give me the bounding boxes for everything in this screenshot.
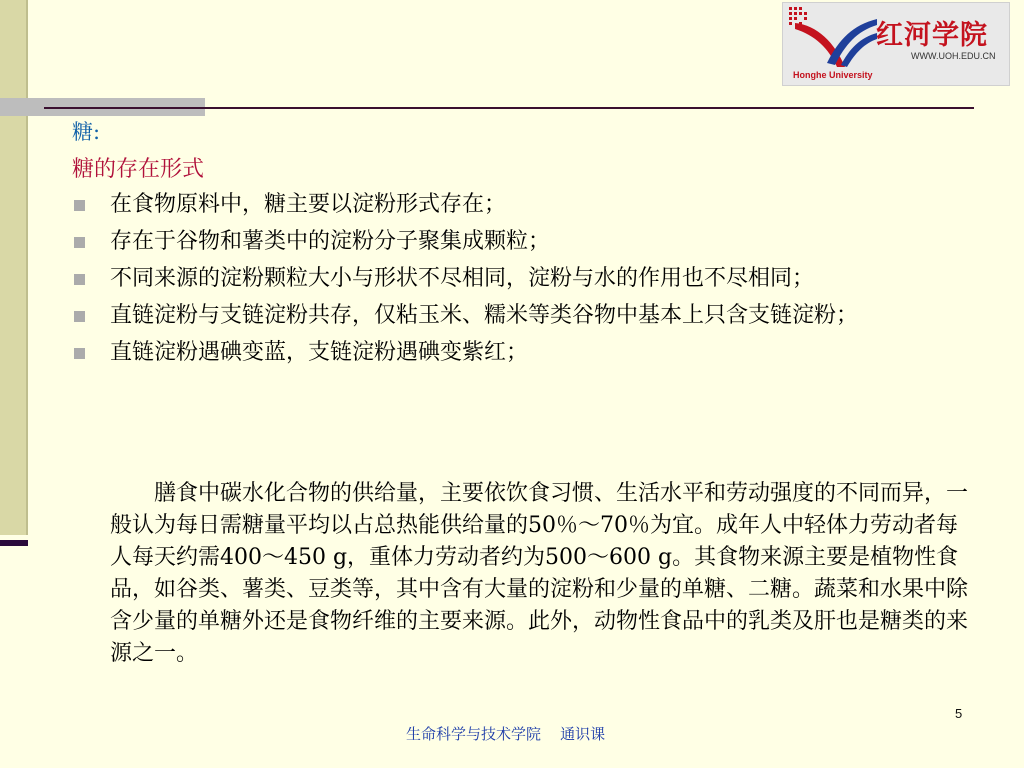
square-bullet-icon	[74, 200, 85, 211]
bullet-text: 不同来源的淀粉颗粒大小与形状不尽相同，淀粉与水的作用也不尽相同；	[110, 266, 815, 291]
page-number: 5	[955, 706, 963, 721]
bullet-item	[72, 227, 972, 257]
square-bullet-icon	[74, 274, 85, 285]
bullet-text: 直链淀粉遇碘变蓝，支链淀粉遇碘变紫红；	[110, 340, 529, 365]
square-bullet-icon	[74, 237, 85, 248]
section-label: 糖:	[72, 120, 101, 144]
bullet-item	[72, 190, 972, 220]
bullet-text: 直链淀粉与支链淀粉共存，仅粘玉米、糯米等类谷物中基本上只含支链淀粉；	[110, 303, 859, 328]
bullet-text: 在食物原料中，糖主要以淀粉形式存在；	[110, 192, 507, 217]
logo-chinese-name: 红河学院	[876, 20, 988, 51]
logo-emblem-icon	[787, 5, 879, 71]
university-logo	[782, 2, 1010, 86]
bullet-item	[72, 338, 972, 368]
bullet-item	[72, 301, 972, 331]
logo-url: WWW.UOH.EDU.CN	[911, 51, 996, 61]
section-subheading: 糖的存在形式	[72, 157, 205, 182]
left-decor-bar	[0, 0, 28, 535]
bullet-list	[72, 190, 972, 375]
bullet-item	[72, 264, 972, 294]
header-rule	[44, 107, 974, 109]
square-bullet-icon	[74, 348, 85, 359]
bullet-text: 存在于谷物和薯类中的淀粉分子聚集成颗粒；	[110, 229, 551, 254]
left-decor-accent	[0, 540, 28, 546]
slide-footer: 生命科学与技术学院 通识课	[406, 725, 606, 743]
body-paragraph: 膳食中碳水化合物的供给量，主要依饮食习惯、生活水平和劳动强度的不同而异，一般认为每日需糖量平均以占总热能供给量的50％～70％为宜。成年人中轻体力劳动者每人每天约需400～450 g，重体力劳动者约为500～600 g。其食物来源主要是植物性食品，如谷类、薯类、豆类等，其中含有大量的淀粉和少量的单糖、二糖。蔬菜和水果中除含少量的单糖外还是食物纤维的主要来源。此外，动物性食品中的乳类及肝也是糖类的来源之一。	[110, 481, 969, 666]
logo-english-name: Honghe University	[793, 70, 873, 80]
square-bullet-icon	[74, 311, 85, 322]
